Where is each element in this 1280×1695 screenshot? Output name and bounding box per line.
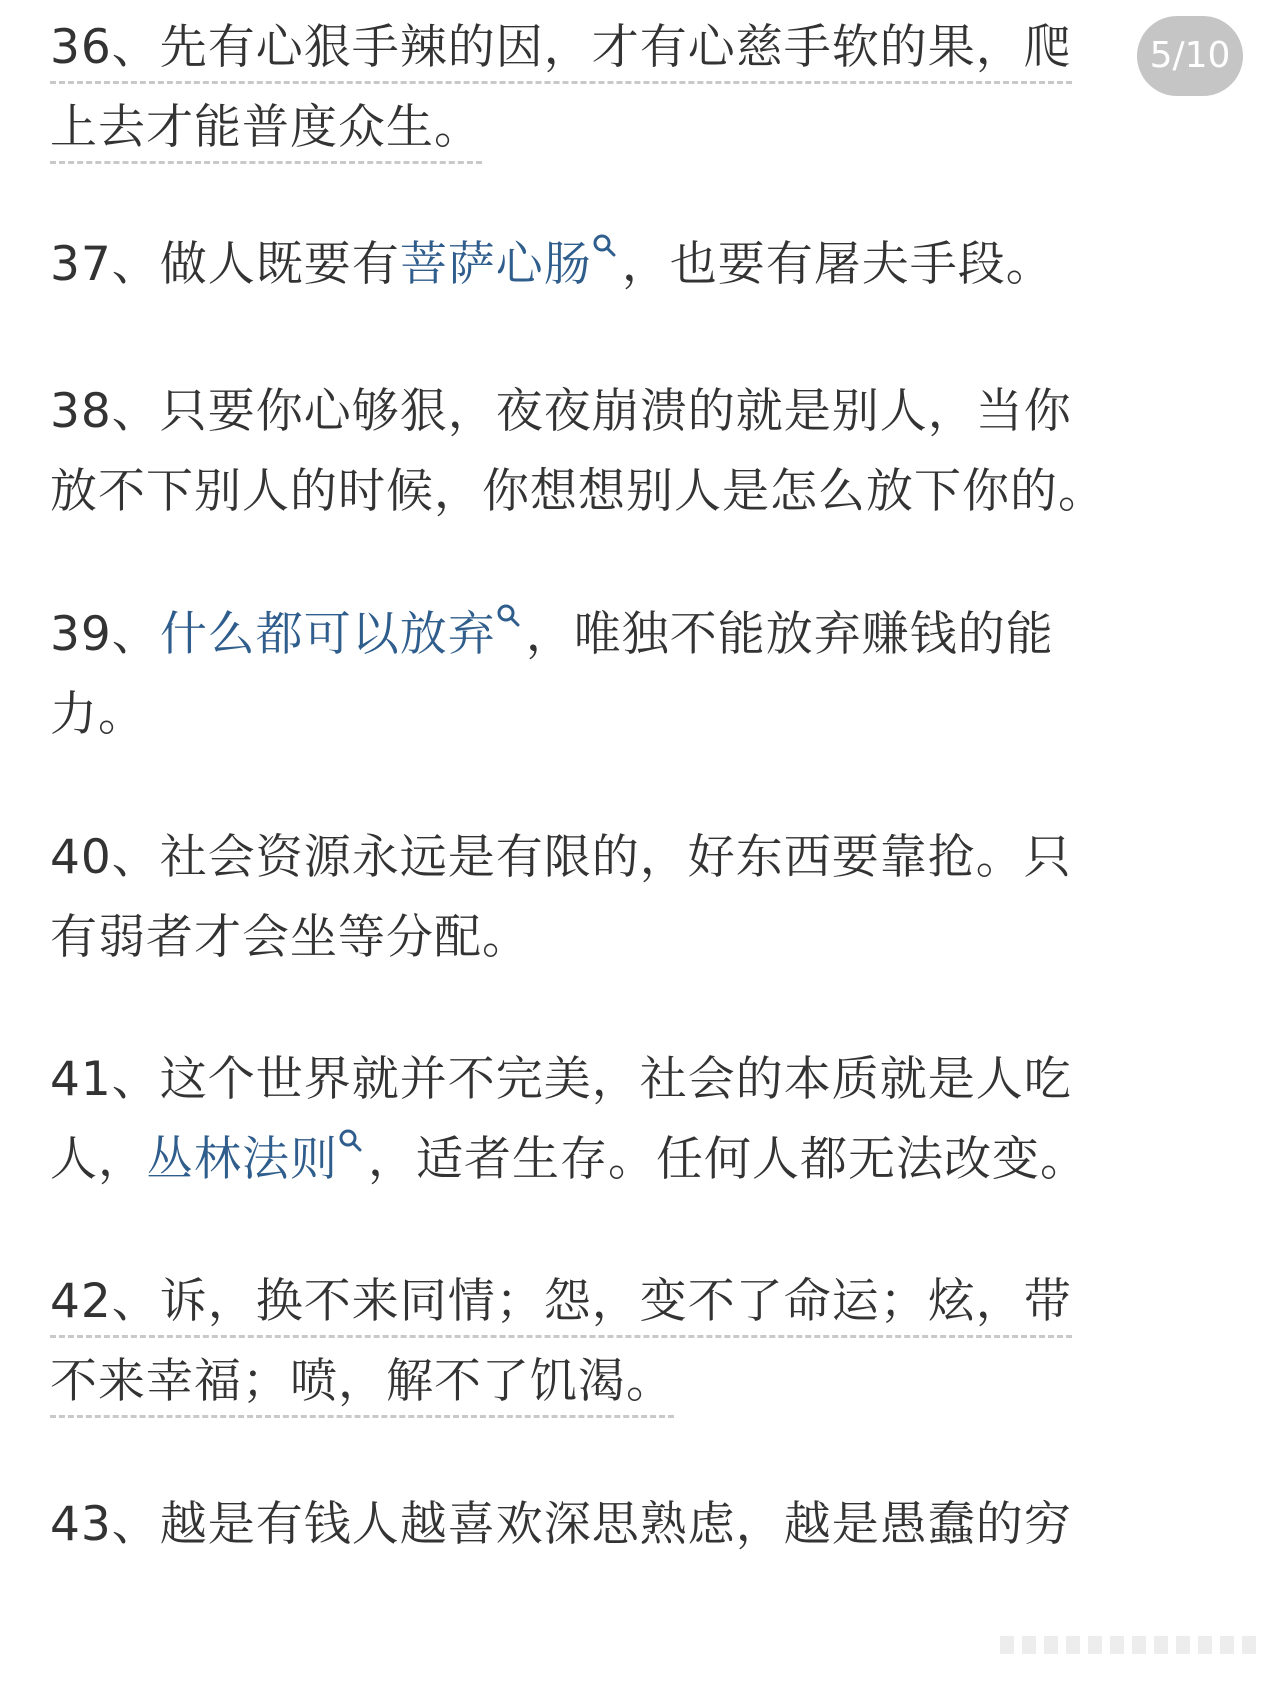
- quote-40-line-2: 有弱者才会坐等分配。: [50, 910, 530, 965]
- search-icon[interactable]: [338, 1128, 362, 1156]
- quote-42: [50, 1262, 1230, 1422]
- quote-36-line-2: 上去才能普度众生。: [50, 100, 482, 164]
- quote-43: [50, 1485, 1230, 1565]
- quote-42-line-1: 42、诉，换不来同情；怨，变不了命运；炫，带: [50, 1274, 1072, 1338]
- quote-36-line-1: 36、先有心狠手辣的因，才有心慈手软的果，爬: [50, 20, 1072, 84]
- quote-37: [50, 225, 1230, 305]
- quote-38-line-2: 放不下别人的时候，你想想别人是怎么放下你的。: [50, 464, 1106, 519]
- watermark-mosaic: [1000, 1636, 1260, 1654]
- quote-40: [50, 818, 1230, 978]
- search-icon[interactable]: [592, 233, 616, 261]
- quote-41-line-1: 41、这个世界就并不完美，社会的本质就是人吃: [50, 1052, 1072, 1107]
- quote-37-text-end: ，也要有屠夫手段。: [621, 237, 1054, 292]
- quote-43-line-1: 43、越是有钱人越喜欢深思熟虑，越是愚蠢的穷: [50, 1497, 1072, 1552]
- quote-38-line-1: 38、只要你心够狠，夜夜崩溃的就是别人，当你: [50, 384, 1072, 439]
- quote-38: [50, 372, 1230, 532]
- keyword-link-pusa-xinchang[interactable]: 菩萨心肠: [399, 237, 592, 292]
- quote-39-text-end: ，唯独不能放弃赚钱的能: [525, 607, 1054, 662]
- quote-42-line-2: 不来幸福；喷，解不了饥渴。: [50, 1354, 674, 1418]
- quote-39-number: 39、: [50, 607, 160, 662]
- search-icon[interactable]: [496, 603, 520, 631]
- quote-41-line-2-start: 人，: [50, 1132, 146, 1187]
- quote-40-line-1: 40、社会资源永远是有限的，好东西要靠抢。只: [50, 830, 1072, 885]
- quote-41: [50, 1040, 1230, 1200]
- quote-37-text-start: 37、做人既要有: [50, 237, 400, 292]
- keyword-link-conglin-faze[interactable]: 丛林法则: [146, 1132, 338, 1187]
- quote-39-line-2: 力。: [50, 687, 146, 742]
- quote-36: [50, 8, 1230, 168]
- quote-39: [50, 595, 1230, 755]
- image-page-counter: 5/10: [1137, 16, 1243, 96]
- keyword-link-shenme-dou-keyi-fangqi[interactable]: 什么都可以放弃: [159, 607, 496, 662]
- quote-41-line-2-end: ，适者生存。任何人都无法改变。: [368, 1132, 1088, 1187]
